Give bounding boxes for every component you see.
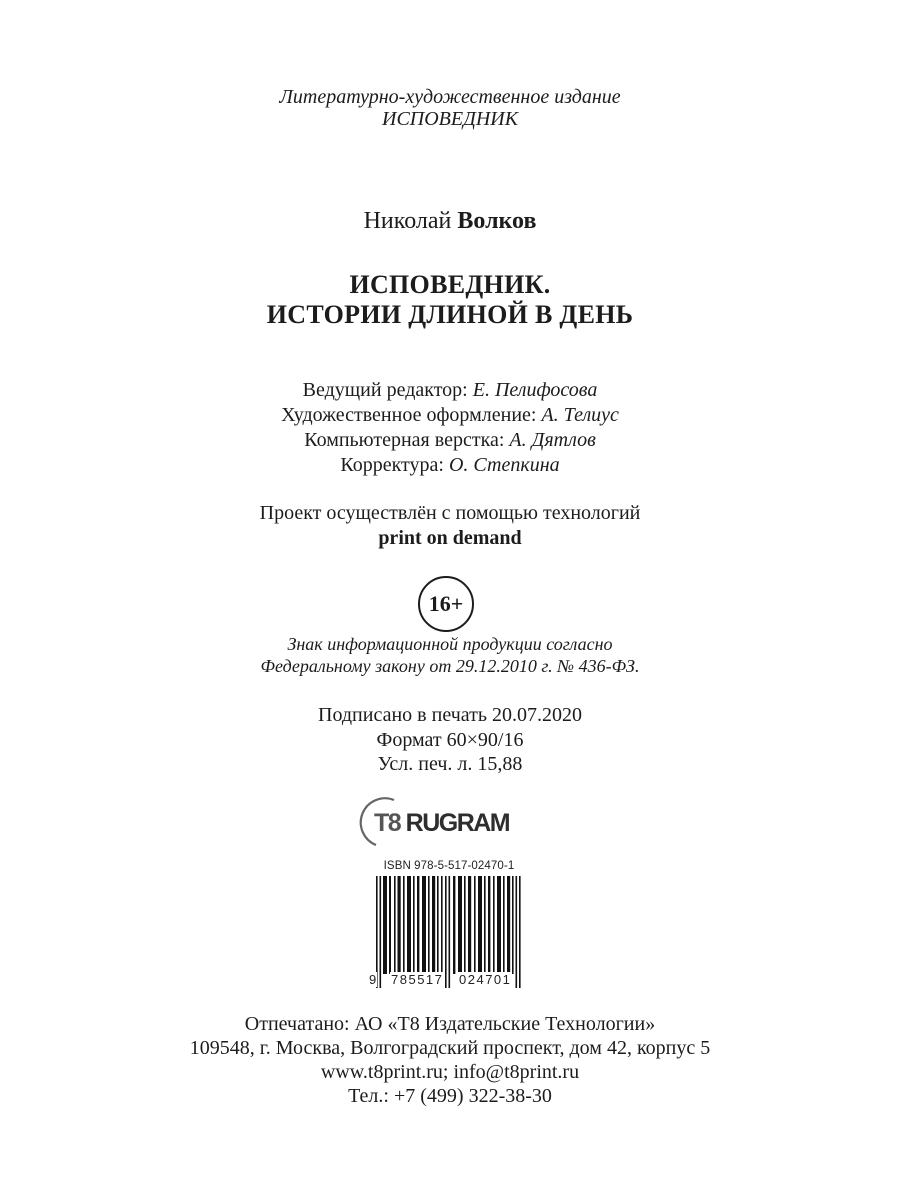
barcode-digits-left: 785517 xyxy=(391,972,444,987)
logo-name: RUGRAM xyxy=(405,809,510,837)
book-title-line2: ИСТОРИИ ДЛИНОЙ В ДЕНЬ xyxy=(266,300,634,329)
credit-person: А. Телиус xyxy=(541,404,619,426)
book-title-line1: ИСПОВЕДНИК. xyxy=(349,270,551,299)
rugram-logo xyxy=(358,795,538,850)
printer-web-email: www.t8print.ru; info@t8print.ru xyxy=(320,1061,580,1083)
credit-layout xyxy=(0,429,900,452)
paper-format: Формат 60×90/16 xyxy=(376,729,524,751)
edition-type: Литературно-художественное издание xyxy=(279,86,621,108)
credit-role: Художественное оформление: xyxy=(281,404,537,426)
credit-proofreading xyxy=(0,454,900,477)
credit-art-design xyxy=(0,404,900,427)
age-rating-badge: 16+ xyxy=(418,576,474,632)
credit-role: Ведущий редактор: xyxy=(302,379,468,401)
printer-address: 109548, г. Москва, Волгоградский проспект, дом 42, корпус 5 xyxy=(189,1037,711,1059)
project-note: Проект осуществлён с помощью технологий xyxy=(259,502,641,524)
author-last-name: Волков xyxy=(457,208,537,234)
printer-phone: Тел.: +7 (499) 322-38-30 xyxy=(348,1085,552,1107)
credit-role: Корректура: xyxy=(340,454,444,476)
age-rating-note-2: Федеральному закону от 29.12.2010 г. № 436-ФЗ. xyxy=(260,656,640,676)
credit-editor xyxy=(0,379,900,402)
printed-sheets: Усл. печ. л. 15,88 xyxy=(377,753,523,775)
signed-to-print: Подписано в печать 20.07.2020 xyxy=(318,704,582,726)
author-first-name: Николай xyxy=(363,208,452,234)
credit-role: Компьютерная верстка: xyxy=(304,429,505,451)
print-on-demand: print on demand xyxy=(378,527,522,549)
credit-person: О. Степкина xyxy=(448,454,560,476)
printer-company: Отпечатано: АО «Т8 Издательские Технологии» xyxy=(244,1013,656,1035)
barcode-digit-first: 9 xyxy=(369,972,377,987)
isbn-label: ISBN 978-5-517-02470-1 xyxy=(383,860,515,872)
logo-prefix: T8 xyxy=(374,809,401,837)
series-name: ИСПОВЕДНИК xyxy=(382,108,518,130)
age-rating-note-1: Знак информационной продукции согласно xyxy=(287,634,613,654)
barcode-digits-right: 024701 xyxy=(459,972,512,987)
credit-person: Е. Пелифосова xyxy=(472,379,598,401)
credit-person: А. Дятлов xyxy=(509,429,596,451)
isbn-barcode xyxy=(368,860,530,988)
author-name xyxy=(0,208,900,235)
